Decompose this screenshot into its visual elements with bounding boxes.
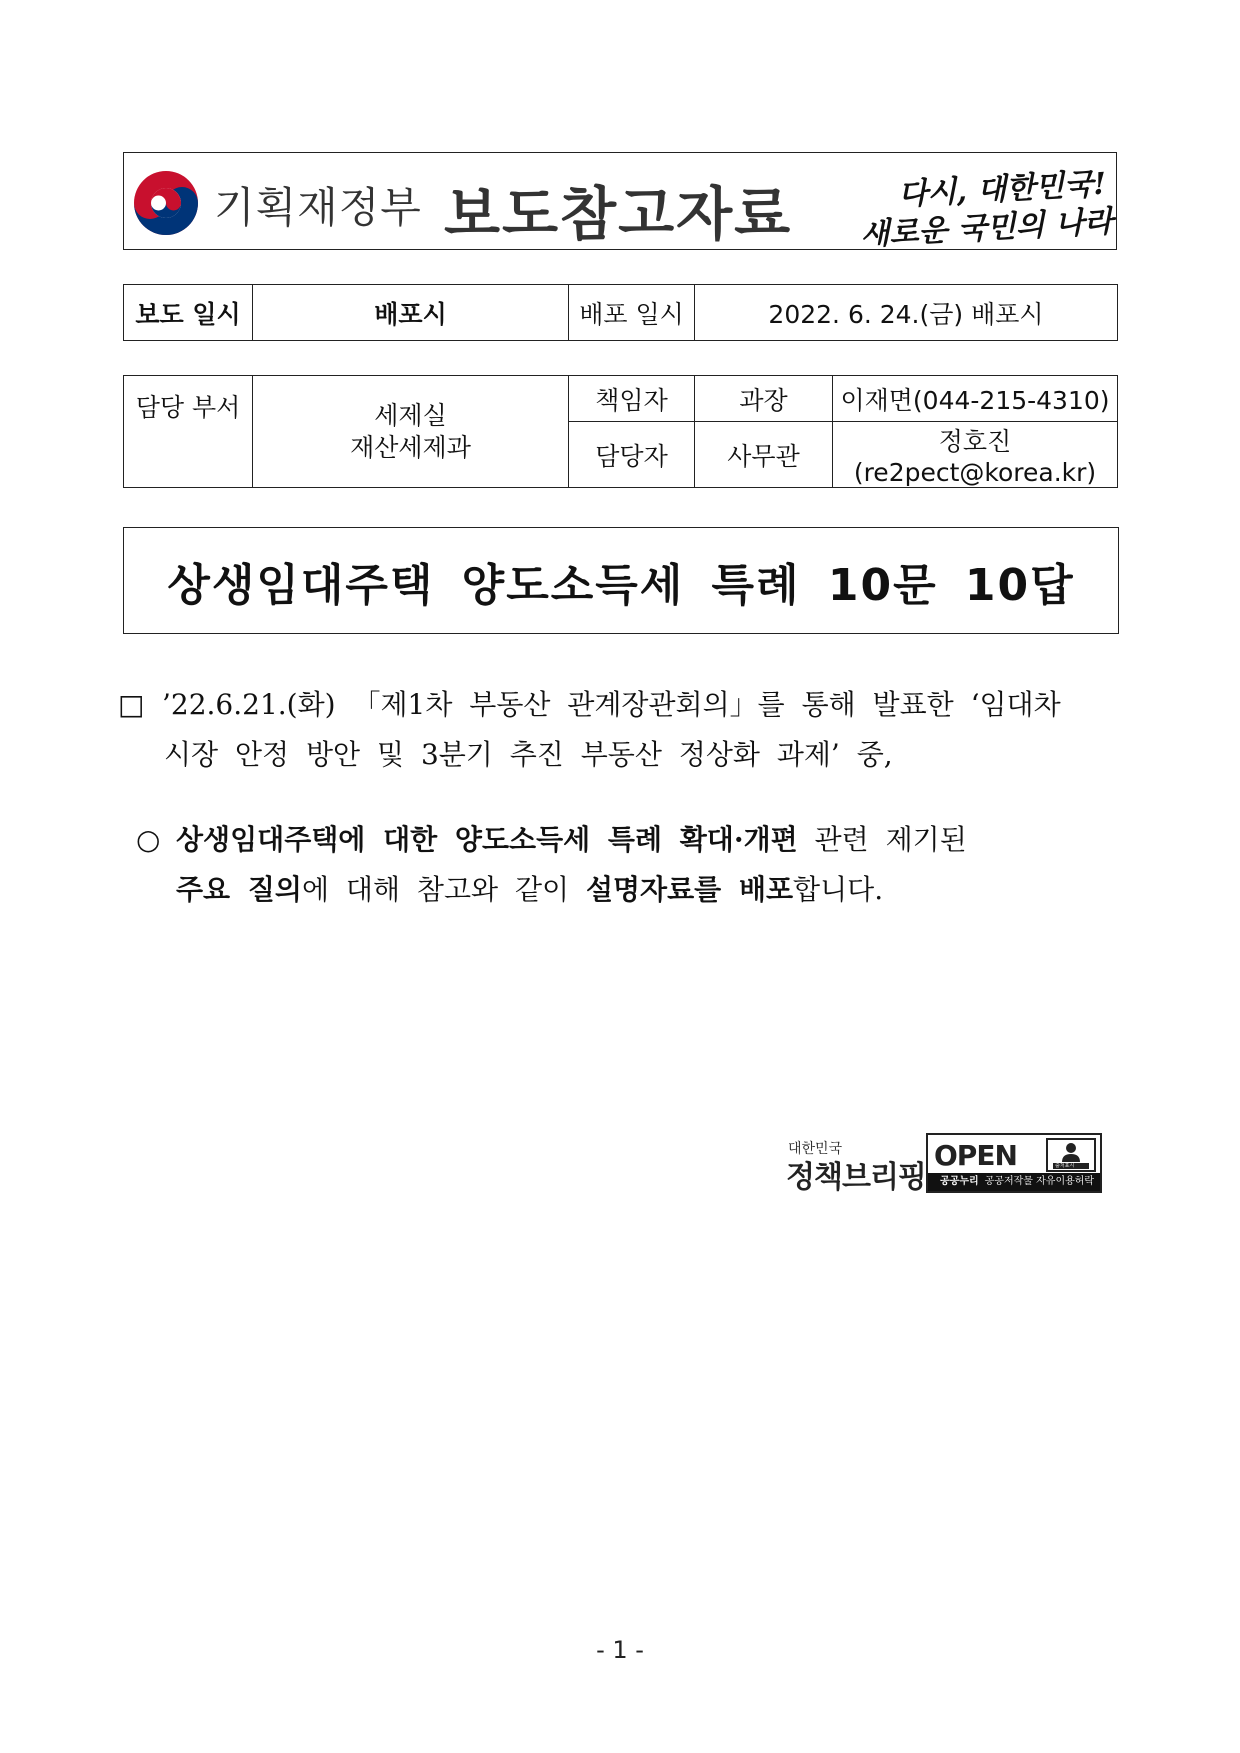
contact-table (123, 375, 1118, 488)
briefing-big-text: 정책브리핑 (786, 1160, 926, 1195)
paragraph-2-bold-2: 주요 질의 (176, 873, 302, 906)
responsible-person: 이재면(044-215-4310) (833, 376, 1118, 422)
kogl-open-badge (926, 1133, 1102, 1193)
distribution-label: 배포 일시 (569, 285, 695, 341)
ministry-name: 기획재정부 (214, 183, 422, 232)
paragraph-2-text-3: 합니다. (793, 873, 884, 906)
distribution-value: 2022. 6. 24.(금) 배포시 (695, 285, 1118, 341)
square-bullet: □ (118, 688, 145, 721)
responsible-title: 과장 (695, 376, 833, 422)
paragraph-2-bold-3: 설명자료를 배포 (585, 873, 794, 906)
briefing-small-text: 대한민국 (788, 1141, 843, 1157)
policy-briefing-logo (786, 1138, 926, 1196)
open-license-strip (928, 1173, 1100, 1191)
paragraph-2-bold-1: 상생임대주택에 대한 양도소득세 특례 확대·개편 (176, 823, 798, 856)
responsible-label: 책임자 (569, 376, 695, 422)
dept-line-2: 재산세제과 (350, 432, 471, 462)
circle-bullet: ○ (136, 823, 161, 856)
open-word: OPEN (934, 1139, 1017, 1172)
title-box (123, 527, 1119, 634)
paragraph-2 (136, 815, 1116, 915)
doc-type-title: 보도참고자료 (444, 180, 793, 248)
open-strip-brand: 공공누리 (940, 1176, 979, 1187)
taegeuk-emblem-icon (130, 167, 202, 239)
staff-label: 담당자 (569, 422, 695, 488)
dept-line-1: 세제실 (374, 400, 447, 430)
attribution-label: 출처표시 (1055, 1163, 1075, 1169)
release-value: 배포시 (253, 285, 569, 341)
dept-cell (253, 376, 569, 488)
release-table (123, 284, 1118, 341)
paragraph-1-line-1: ’22.6.21.(화) 「제1차 부동산 관계장관회의」를 통해 발표한 ‘임대차 (162, 688, 1061, 721)
paragraph-2-text-2: 에 대해 참고와 같이 (301, 873, 586, 906)
open-strip-text: 공공저작물 자유이용허락 (984, 1176, 1095, 1187)
header-box (123, 152, 1117, 253)
staff-title: 사무관 (695, 422, 833, 488)
document-title: 상생임대주택 양도소득세 특례 10문 10답 (167, 559, 1075, 611)
slogan-line-1: 다시, 대한민국! (897, 166, 1108, 213)
attribution-person-icon (1046, 1138, 1096, 1172)
slogan-line-2: 새로운 국민의 나라 (859, 204, 1114, 253)
page-number: - 1 - (596, 1636, 644, 1664)
staff-person: 정호진(re2pect@korea.kr) (833, 422, 1118, 488)
dept-label: 담당 부서 (124, 376, 253, 488)
slogan (857, 155, 1114, 253)
paragraph-1-line-2: 시장 안정 방안 및 3분기 추진 부동산 정상화 과제’ 중, (164, 738, 893, 771)
release-label: 보도 일시 (124, 285, 253, 341)
paragraph-1 (118, 680, 1128, 780)
paragraph-2-text-1: 관련 제기된 (797, 823, 967, 856)
